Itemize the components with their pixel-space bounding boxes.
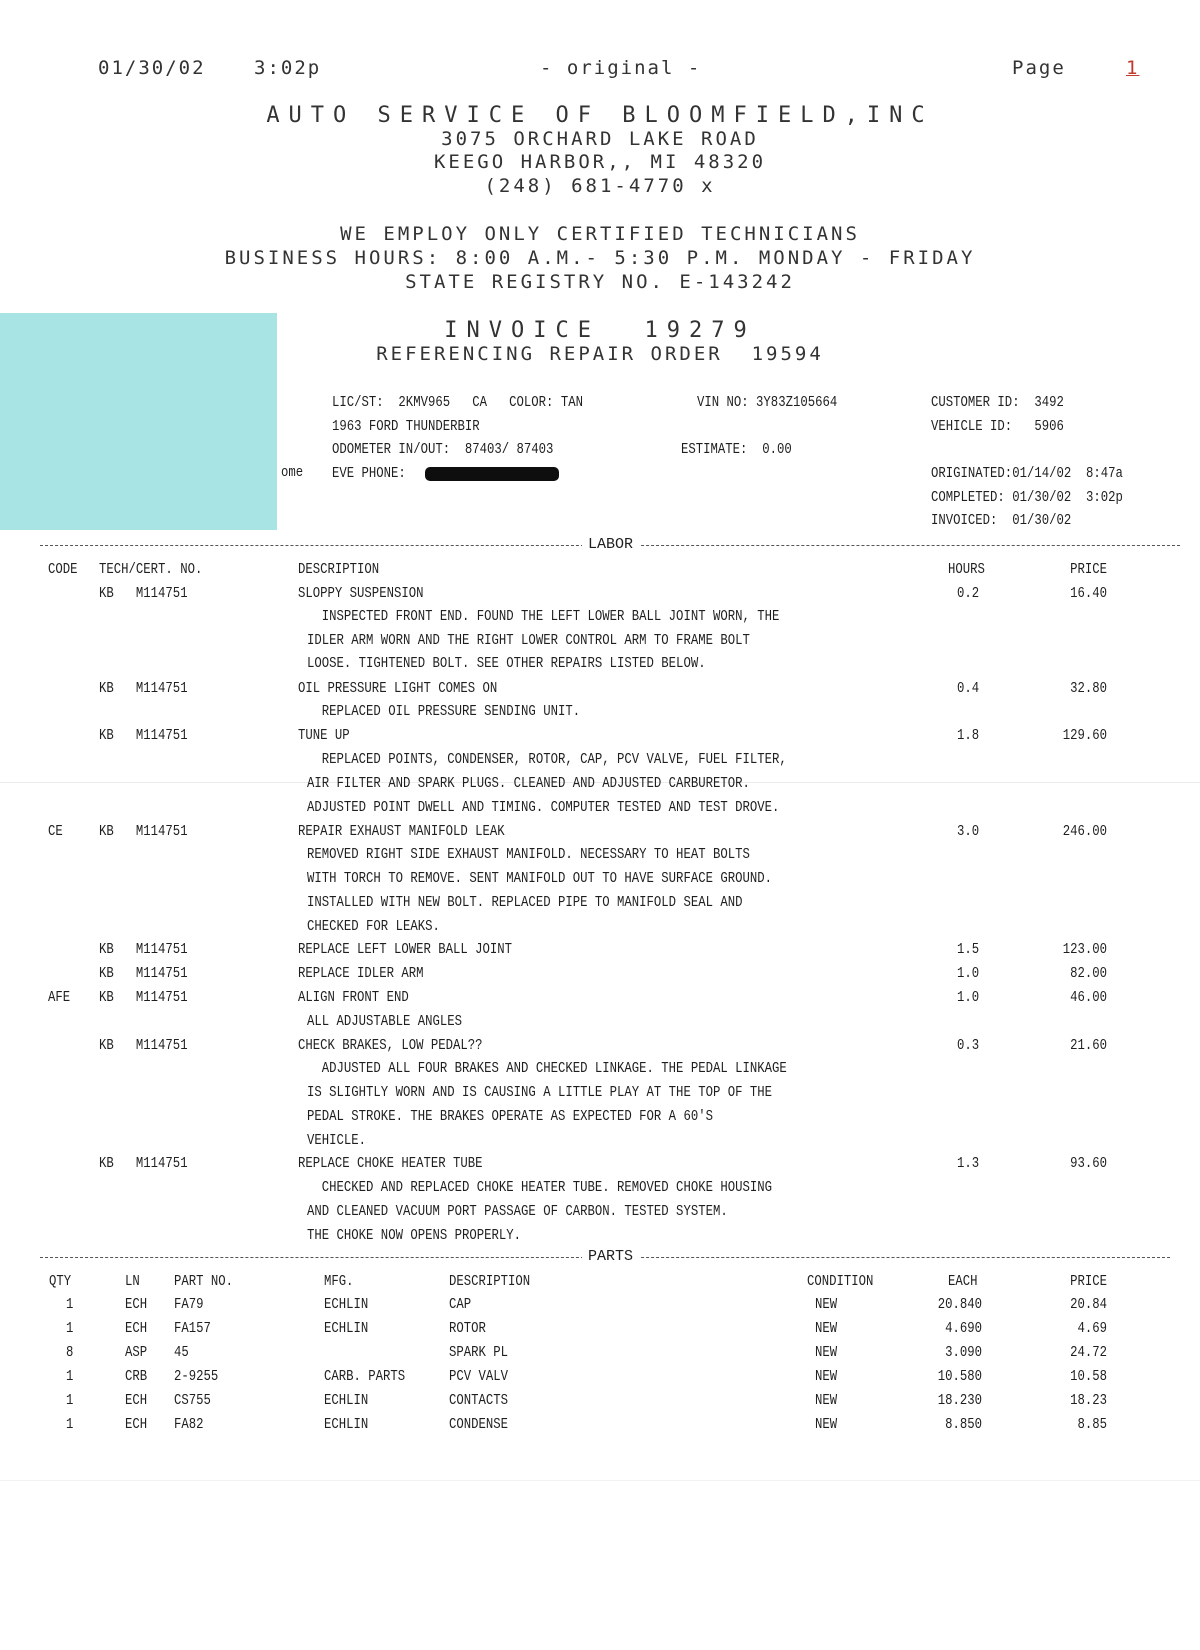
invoice-title: INVOICE 19279	[444, 318, 756, 343]
labor-detail: REPLACED POINTS, CONDENSER, ROTOR, CAP, PCV VALVE, FUEL FILTER,	[307, 751, 787, 768]
labor-code: AFE	[48, 989, 71, 1006]
labor-code: CE	[48, 823, 63, 840]
labor-title: OIL PRESSURE LIGHT COMES ON	[298, 680, 498, 697]
labor-price: 82.00	[1070, 965, 1107, 982]
part-each: 18.230	[937, 1392, 982, 1409]
part-each: 10.580	[937, 1368, 982, 1385]
labor-price: 46.00	[1070, 989, 1107, 1006]
part-each: 4.690	[945, 1320, 982, 1337]
part-number: FA79	[174, 1296, 204, 1313]
parts-header-mfg: MFG.	[324, 1273, 354, 1290]
labor-header-price: PRICE	[1070, 561, 1107, 578]
vin-number: VIN NO: 3Y83Z105664	[697, 394, 838, 411]
part-qty: 1	[66, 1296, 74, 1313]
page-number: 1	[1126, 57, 1140, 79]
labor-detail: AIR FILTER AND SPARK PLUGS. CLEANED AND ADJUSTED CARBURETOR.	[307, 775, 750, 792]
part-number: 2-9255	[174, 1368, 219, 1385]
part-ln: ECH	[125, 1296, 148, 1313]
part-qty: 1	[66, 1392, 74, 1409]
part-price: 8.85	[1077, 1416, 1107, 1433]
sticky-note	[0, 313, 277, 530]
part-condition: NEW	[815, 1416, 838, 1433]
labor-price: 123.00	[1062, 941, 1107, 958]
labor-detail: REMOVED RIGHT SIDE EXHAUST MANIFOLD. NECESSARY TO HEAT BOLTS	[307, 846, 750, 863]
part-number: 45	[174, 1344, 189, 1361]
labor-hours: 0.4	[957, 680, 980, 697]
labor-detail: VEHICLE.	[307, 1132, 367, 1149]
labor-price: 21.60	[1070, 1037, 1107, 1054]
labor-title: REPLACE CHOKE HEATER TUBE	[298, 1155, 483, 1172]
labor-hours: 0.3	[957, 1037, 980, 1054]
labor-tech: KB M114751	[99, 941, 188, 958]
license-line: LIC/ST: 2KMV965 CA COLOR: TAN	[332, 394, 583, 411]
labor-tech: KB M114751	[99, 1037, 188, 1054]
labor-title: SLOPPY SUSPENSION	[298, 585, 424, 602]
part-qty: 1	[66, 1320, 74, 1337]
part-condition: NEW	[815, 1392, 838, 1409]
labor-hours: 1.8	[957, 727, 980, 744]
odometer: ODOMETER IN/OUT: 87403/ 87403	[332, 441, 554, 458]
labor-detail: AND CLEANED VACUUM PORT PASSAGE OF CARBON. TESTED SYSTEM.	[307, 1203, 728, 1220]
part-qty: 1	[66, 1368, 74, 1385]
part-description: SPARK PL	[449, 1344, 509, 1361]
part-mfg: ECHLIN	[324, 1416, 369, 1433]
labor-header-tech: TECH/CERT. NO.	[99, 561, 203, 578]
part-condition: NEW	[815, 1320, 838, 1337]
labor-price: 246.00	[1062, 823, 1107, 840]
repair-order-reference: REFERENCING REPAIR ORDER 19594	[376, 343, 824, 365]
estimate: ESTIMATE: 0.00	[681, 441, 792, 458]
part-description: CAP	[449, 1296, 472, 1313]
part-mfg: ECHLIN	[324, 1320, 369, 1337]
labor-tech: KB M114751	[99, 680, 188, 697]
completed-date: COMPLETED: 01/30/02 3:02p	[931, 489, 1123, 506]
parts-header-price: PRICE	[1070, 1273, 1107, 1290]
labor-detail: ADJUSTED POINT DWELL AND TIMING. COMPUTER TESTED AND TEST DROVE.	[307, 799, 780, 816]
part-each: 3.090	[945, 1344, 982, 1361]
certified-notice: WE EMPLOY ONLY CERTIFIED TECHNICIANS	[340, 223, 860, 245]
labor-price: 16.40	[1070, 585, 1107, 602]
eve-phone-label: EVE PHONE:	[332, 465, 406, 482]
parts-header-each: EACH	[948, 1273, 978, 1290]
parts-header-qty: QTY	[49, 1273, 72, 1290]
customer-id: CUSTOMER ID: 3492	[931, 394, 1064, 411]
part-price: 18.23	[1070, 1392, 1107, 1409]
part-qty: 8	[66, 1344, 74, 1361]
part-ln: CRB	[125, 1368, 148, 1385]
company-name: AUTO SERVICE OF BLOOMFIELD,INC	[266, 103, 934, 128]
parts-header-part-no: PART NO.	[174, 1273, 234, 1290]
part-price: 4.69	[1077, 1320, 1107, 1337]
vehicle-model: 1963 FORD THUNDERBIR	[332, 418, 480, 435]
labor-tech: KB M114751	[99, 1155, 188, 1172]
part-number: FA82	[174, 1416, 204, 1433]
parts-header-description: DESCRIPTION	[449, 1273, 531, 1290]
invoiced-date: INVOICED: 01/30/02	[931, 512, 1072, 529]
labor-hours: 0.2	[957, 585, 980, 602]
part-description: CONDENSE	[449, 1416, 509, 1433]
company-address-line1: 3075 ORCHARD LAKE ROAD	[441, 128, 759, 150]
labor-tech: KB M114751	[99, 989, 188, 1006]
labor-hours: 1.0	[957, 989, 980, 1006]
part-description: CONTACTS	[449, 1392, 509, 1409]
redacted-phone	[425, 467, 559, 481]
part-each: 8.850	[945, 1416, 982, 1433]
part-condition: NEW	[815, 1344, 838, 1361]
part-price: 20.84	[1070, 1296, 1107, 1313]
originated-date: ORIGINATED:01/14/02 8:47a	[931, 465, 1123, 482]
business-hours: BUSINESS HOURS: 8:00 A.M.- 5:30 P.M. MONDAY - FRIDAY	[224, 247, 976, 269]
labor-detail: CHECKED FOR LEAKS.	[307, 918, 440, 935]
labor-detail: THE CHOKE NOW OPENS PROPERLY.	[307, 1227, 522, 1244]
labor-hours: 1.3	[957, 1155, 980, 1172]
labor-tech: KB M114751	[99, 585, 188, 602]
home-phone-fragment: ome	[281, 464, 304, 481]
part-number: CS755	[174, 1392, 211, 1409]
part-ln: ECH	[125, 1320, 148, 1337]
labor-price: 32.80	[1070, 680, 1107, 697]
labor-title: REPAIR EXHAUST MANIFOLD LEAK	[298, 823, 505, 840]
part-ln: ASP	[125, 1344, 148, 1361]
part-mfg: ECHLIN	[324, 1392, 369, 1409]
labor-section-label: LABOR	[582, 536, 639, 553]
company-phone: (248) 681-4770 x	[484, 175, 716, 197]
part-mfg: ECHLIN	[324, 1296, 369, 1313]
labor-detail: WITH TORCH TO REMOVE. SENT MANIFOLD OUT TO HAVE SURFACE GROUND.	[307, 870, 773, 887]
labor-tech: KB M114751	[99, 965, 188, 982]
labor-tech: KB M114751	[99, 727, 188, 744]
part-ln: ECH	[125, 1392, 148, 1409]
labor-price: 93.60	[1070, 1155, 1107, 1172]
labor-title: TUNE UP	[298, 727, 350, 744]
paper-crease	[0, 1480, 1200, 1481]
labor-hours: 1.0	[957, 965, 980, 982]
print-time: 3:02p	[254, 57, 322, 79]
labor-detail: CHECKED AND REPLACED CHOKE HEATER TUBE. REMOVED CHOKE HOUSING	[307, 1179, 773, 1196]
labor-detail: IDLER ARM WORN AND THE RIGHT LOWER CONTROL ARM TO FRAME BOLT	[307, 632, 750, 649]
labor-detail: REPLACED OIL PRESSURE SENDING UNIT.	[307, 703, 581, 720]
labor-header-code: CODE	[48, 561, 78, 578]
labor-detail: ALL ADJUSTABLE ANGLES	[307, 1013, 463, 1030]
part-description: PCV VALV	[449, 1368, 509, 1385]
labor-header-hours: HOURS	[948, 561, 985, 578]
labor-tech: KB M114751	[99, 823, 188, 840]
part-mfg: CARB. PARTS	[324, 1368, 406, 1385]
part-price: 10.58	[1070, 1368, 1107, 1385]
parts-section-label: PARTS	[582, 1248, 639, 1265]
labor-price: 129.60	[1062, 727, 1107, 744]
part-qty: 1	[66, 1416, 74, 1433]
print-date: 01/30/02	[98, 57, 206, 79]
part-number: FA157	[174, 1320, 211, 1337]
company-address-line2: KEEGO HARBOR,, MI 48320	[433, 151, 767, 173]
labor-detail: LOOSE. TIGHTENED BOLT. SEE OTHER REPAIRS LISTED BELOW.	[307, 655, 706, 672]
labor-hours: 3.0	[957, 823, 980, 840]
labor-title: REPLACE IDLER ARM	[298, 965, 424, 982]
page-label: Page	[1012, 57, 1066, 79]
labor-title: REPLACE LEFT LOWER BALL JOINT	[298, 941, 513, 958]
part-ln: ECH	[125, 1416, 148, 1433]
part-each: 20.840	[937, 1296, 982, 1313]
labor-hours: 1.5	[957, 941, 980, 958]
part-description: ROTOR	[449, 1320, 486, 1337]
labor-detail: IS SLIGHTLY WORN AND IS CAUSING A LITTLE PLAY AT THE TOP OF THE	[307, 1084, 773, 1101]
part-price: 24.72	[1070, 1344, 1107, 1361]
vehicle-id: VEHICLE ID: 5906	[931, 418, 1064, 435]
labor-title: ALIGN FRONT END	[298, 989, 409, 1006]
labor-title: CHECK BRAKES, LOW PEDAL??	[298, 1037, 483, 1054]
part-condition: NEW	[815, 1368, 838, 1385]
labor-detail: INSTALLED WITH NEW BOLT. REPLACED PIPE TO MANIFOLD SEAL AND	[307, 894, 743, 911]
part-condition: NEW	[815, 1296, 838, 1313]
labor-detail: PEDAL STROKE. THE BRAKES OPERATE AS EXPECTED FOR A 60'S	[307, 1108, 713, 1125]
labor-header-description: DESCRIPTION	[298, 561, 380, 578]
labor-detail: ADJUSTED ALL FOUR BRAKES AND CHECKED LINKAGE. THE PEDAL LINKAGE	[307, 1060, 787, 1077]
parts-header-condition: CONDITION	[807, 1273, 874, 1290]
parts-header-ln: LN	[125, 1273, 140, 1290]
labor-detail: INSPECTED FRONT END. FOUND THE LEFT LOWER BALL JOINT WORN, THE	[307, 608, 780, 625]
copy-type: - original -	[540, 57, 702, 79]
state-registry: STATE REGISTRY NO. E-143242	[405, 271, 795, 293]
